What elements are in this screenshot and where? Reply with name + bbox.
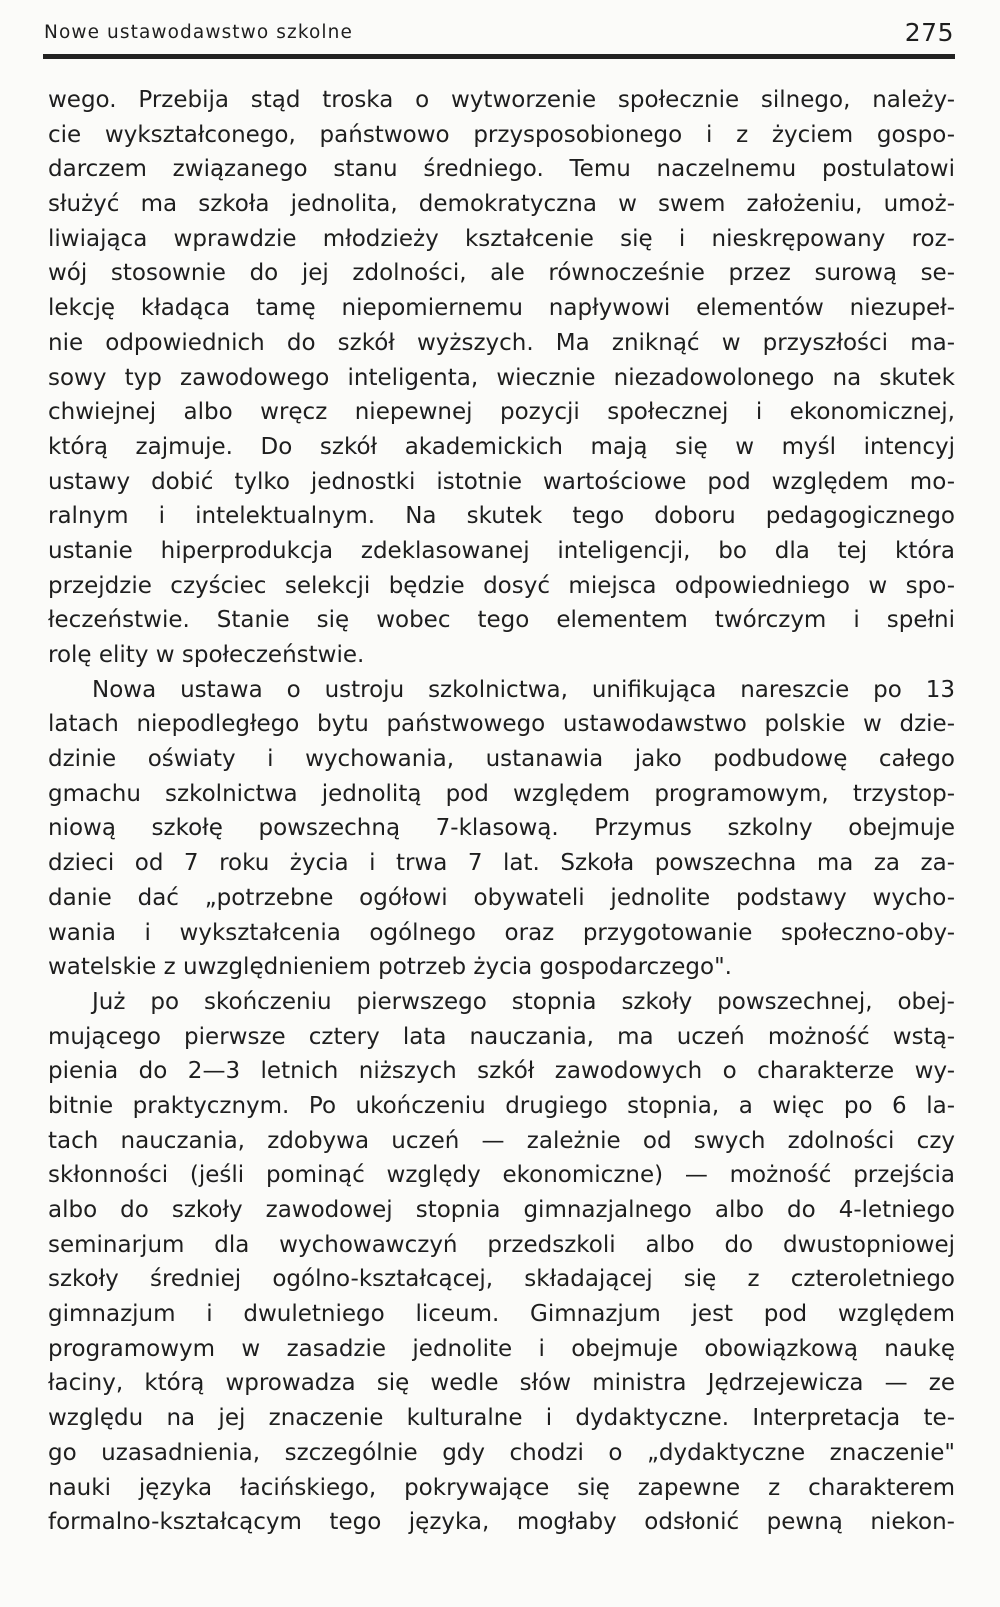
text-line: wego. Przebija stąd troska o wytworzenie społecznie silnego, należy- bbox=[48, 87, 955, 113]
text-line: przejdzie czyściec selekcji będzie dosyć miejsca odpowiedniego w spo- bbox=[48, 572, 955, 599]
text-line: danie dać „potrzebne ogółowi obywateli jednolite podstawy wycho- bbox=[48, 884, 955, 911]
text-line: sowy typ zawodowego inteligenta, wiecznie niezadowolonego na skutek bbox=[48, 364, 955, 391]
text-line: niową szkołę powszechną 7-klasową. Przymus szkolny obejmuje bbox=[48, 815, 955, 842]
text-line: nie odpowiednich do szkół wyższych. Ma zniknąć w przyszłości ma- bbox=[48, 329, 955, 356]
running-title: Nowe ustawodawstwo szkolne bbox=[44, 22, 353, 43]
text-line: pienia do 2—3 letnich niższych szkół zawodowych o charakterze wy- bbox=[48, 1058, 955, 1085]
text-line: liwiająca wprawdzie młodzieży kształcenie się i nieskrępowany roz- bbox=[48, 225, 955, 252]
text-line: tach nauczania, zdobywa uczeń — zależnie od swych zdolności czy bbox=[48, 1127, 955, 1154]
text-line: bitnie praktycznym. Po ukończeniu drugiego stopnia, a więc po 6 la- bbox=[48, 1092, 955, 1119]
text-line: ustanie hiperprodukcja zdeklasowanej inteligencji, bo dla tej która bbox=[48, 537, 955, 564]
text-line: albo do szkoły zawodowej stopnia gimnazjalnego albo do 4-letniego bbox=[48, 1197, 955, 1223]
text-line: ustawy dobić tylko jednostki istotnie wartościowe pod względem mo- bbox=[48, 468, 955, 495]
text-line: łaciny, którą wprowadza się wedle słów ministra Jędrzejewicza — ze bbox=[48, 1370, 955, 1397]
text-line: chwiejnej albo wręcz niepewnej pozycji społecznej i ekonomicznej, bbox=[48, 399, 955, 426]
paragraph-start-line: Nowa ustawa o ustroju szkolnictwa, unifikująca nareszcie po 13 bbox=[92, 676, 955, 703]
text-line: ralnym i intelektualnym. Na skutek tego doboru pedagogicznego bbox=[48, 503, 955, 530]
page-number: 275 bbox=[904, 18, 954, 47]
text-line: łeczeństwie. Stanie się wobec tego elementem twórczym i spełni bbox=[48, 607, 955, 634]
text-line: szkoły średniej ogólno-kształcącej, składającej się z czteroletniego bbox=[48, 1266, 955, 1293]
text-line: seminarjum dla wychowawczyń przedszkoli albo do dwustopniowej bbox=[48, 1231, 955, 1258]
paragraph-end-line: rolę elity w społeczeństwie. bbox=[48, 642, 365, 668]
text-line: go uzasadnienia, szczególnie gdy chodzi o „dydaktyczne znaczenie" bbox=[48, 1439, 955, 1466]
text-line: nauki języka łacińskiego, pokrywające się zapewne z charakterem bbox=[48, 1474, 955, 1501]
body-text bbox=[48, 83, 955, 1540]
text-line: programowym w zasadzie jednolite i obejmuje obowiązkową naukę bbox=[48, 1335, 955, 1362]
text-line: wój stosownie do jej zdolności, ale równocześnie przez surową se- bbox=[48, 260, 955, 287]
paragraph-end-line: watelskie z uwzględnieniem potrzeb życia gospodarczego". bbox=[48, 954, 732, 981]
header-rule bbox=[43, 54, 955, 59]
text-line: gimnazjum i dwuletniego liceum. Gimnazjum jest pod względem bbox=[48, 1301, 955, 1328]
text-line: dzinie oświaty i wychowania, ustanawia jako podbudowę całego bbox=[48, 746, 955, 773]
text-line: wania i wykształcenia ogólnego oraz przygotowanie społeczno-oby- bbox=[48, 919, 955, 946]
text-line: względu na jej znaczenie kulturalne i dydaktyczne. Interpretacja te- bbox=[48, 1405, 955, 1432]
text-line: mującego pierwsze cztery lata nauczania, ma uczeń możność wstą- bbox=[48, 1023, 955, 1050]
text-line: cie wykształconego, państwowo przysposobionego i z życiem gospo- bbox=[48, 121, 955, 148]
text-line: lekcję kładąca tamę niepomiernemu napływowi elementów niezupeł- bbox=[48, 295, 955, 322]
paragraph-start-line: Już po skończeniu pierwszego stopnia szkoły powszechnej, obej- bbox=[92, 988, 955, 1015]
text-line: darczem związanego stanu średniego. Temu naczelnemu postulatowi bbox=[48, 156, 955, 183]
text-line: służyć ma szkoła jednolita, demokratyczna w swem założeniu, umoż- bbox=[48, 191, 955, 218]
running-header bbox=[44, 18, 954, 58]
text-line: formalno-kształcącym tego języka, mogłaby odsłonić pewną niekon- bbox=[48, 1509, 955, 1536]
text-line: dzieci od 7 roku życia i trwa 7 lat. Szkoła powszechna ma za za- bbox=[48, 850, 955, 877]
text-line: latach niepodległego bytu państwowego ustawodawstwo polskie w dzie- bbox=[48, 711, 955, 738]
text-line: gmachu szkolnictwa jednolitą pod względem programowym, trzystop- bbox=[48, 780, 955, 807]
text-line: skłonności (jeśli pominąć względy ekonomiczne) — możność przejścia bbox=[48, 1162, 955, 1189]
text-line: którą zajmuje. Do szkół akademickich mają się w myśl intencyj bbox=[48, 433, 955, 460]
